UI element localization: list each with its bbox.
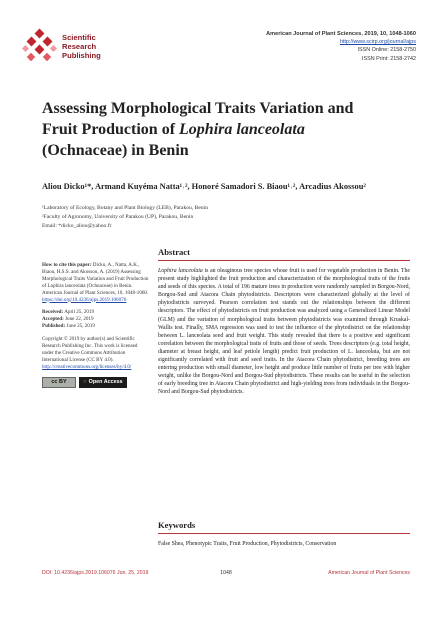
published-date: June 25, 2019 <box>66 323 95 330</box>
license-link[interactable]: http://creativecommons.org/licenses/by/4.0/ <box>42 363 132 370</box>
keywords-heading: Keywords <box>158 520 410 534</box>
copyright-block <box>42 336 150 371</box>
open-lock-icon: ○ <box>83 378 87 385</box>
footer-journal: American Journal of Plant Sciences <box>328 570 410 576</box>
copyright-text: Copyright © 2019 by author(s) and Scientific Research Publishing Inc. This work is licensed under the Creative Commons Attribution International License (CC BY 4.0). <box>42 336 138 363</box>
citation-block <box>42 262 150 303</box>
title-line-3: (Ochnaceae) in Benin <box>42 142 189 159</box>
abstract-heading: Abstract <box>158 247 410 261</box>
cc-by-badge[interactable]: cc BY <box>42 377 76 388</box>
abstract-section <box>158 247 410 397</box>
open-access-badge[interactable]: ○ Open Access <box>79 377 127 388</box>
citation-label: How to cite this paper: <box>42 262 92 268</box>
title-line-2: Fruit Production of Lophira lanceolata <box>42 121 305 138</box>
affiliations <box>42 204 412 230</box>
title-species: Lophira lanceolata <box>179 121 305 138</box>
issn-online: ISSN Online: 2158-2750 <box>357 47 416 54</box>
publisher-name: Scientific Research Publishing <box>62 33 101 60</box>
abstract-body: Lophira lanceolata is an oleaginous tree species whose fruit is used for vegetable production in Benin. The present study highlighted the fruit production and characterization of the morphological traits of the fruits and seeds of this species. A total of 196 mature trees in production were randomly sampled in Borgou-Nord, Borgou-Sud and Atacora Chain phytodistricts. Descriptors were characterized globally at the level of phytodistricts surveyed. Pearson correlation test stands out the relationships between the different descriptors. The effect of phytodistricts on fruit production was analyzed using a Generalized Linear Model (GLM) and the variation of morphological traits between phytodistricts was examined through Kruskal-Wallis test. Finally, SMA regression was used to test the influence of the phytodistrict on the relationship between L. lanceolata seed and fruit weight. This study revealed that there is a positive and significant correlation between the morphological traits of fruits and those of seeds. Trees descriptors (e.g. total height, diameter at breast height, and leaf petiole length) predict fruit production of L. lanceolata, but are not significantly correlated with fruit and seed traits. In the Atacora Chain phytodistrict, breeding trees are entering production with small diameter, low height and produce little number of fruits per tree with higher weight, unlike the Borgou-Nord and Borgou-Sud phytodistricts. These results can be useful in the selection of early breeding tree in Atacora Chain phytodistrict and high-yielding trees from individuals in the Borgou-Nord and Borgou-Sud phytodistricts. <box>158 268 410 396</box>
publisher-logo[interactable] <box>22 28 142 68</box>
scirp-logo-icon <box>22 28 58 64</box>
keywords-list: False Shea, Phenotypic Traits, Fruit Production, Phytodistricts, Conservation <box>158 541 337 547</box>
journal-url-link[interactable]: http://www.scirp.org/journal/ajps <box>339 39 416 46</box>
footer-doi[interactable]: DOI: 10.4236/ajps.2019.106076 Jun. 25, 2019 <box>42 570 149 576</box>
keywords-section <box>158 520 410 548</box>
accepted-date: June 22, 2019 <box>65 316 94 323</box>
dates-block: Received: April 25, 2019 Accepted: June 22, 2019 Published: June 25, 2019 <box>42 309 95 330</box>
page-number: 1048 <box>220 570 232 576</box>
page-header <box>0 0 440 80</box>
affiliation-2: ²Faculty of Agronomy, University of Parakou (UP), Parakou, Benin <box>42 213 194 220</box>
license-badges <box>42 377 150 388</box>
abstract-species: Lophira lanceolata <box>158 268 203 274</box>
issn-print: ISSN Print: 2158-2742 <box>362 55 416 62</box>
paper-title <box>42 98 412 161</box>
received-date: April 25, 2019 <box>64 309 95 316</box>
affiliation-1: ¹Laboratory of Ecology, Botany and Plant Biology (LEB), Parakou, Benin <box>42 205 208 211</box>
journal-citation-line: American Journal of Plant Sciences, 2019, 10, 1048-1060 <box>266 31 416 37</box>
author-list: Aliou Dicko¹*, Armand Kuyéma Natta¹˒², Honoré Samadori S. Biaou¹˒², Arcadius Akossou² <box>42 182 366 191</box>
article-sidebar <box>42 262 150 388</box>
journal-info <box>266 30 416 63</box>
citation-text: Dicko, A., Natta, A.K., Biaou, H.S.S. and Akossou, A. (2019) Assessing Morphological Traits Variation and Fruit Production of Lophira lanceolata (Ochnaceae) in Benin. American Journal of Plant Sciences, 10, 1048-1060. <box>42 262 149 296</box>
doi-link[interactable]: https://doi.org/10.4236/ajps.2019.106076 <box>42 296 127 303</box>
title-line-1: Assessing Morphological Traits Variation and <box>42 100 354 117</box>
author-email: Email: *dicko_aliou@yahoo.fr <box>42 222 112 229</box>
